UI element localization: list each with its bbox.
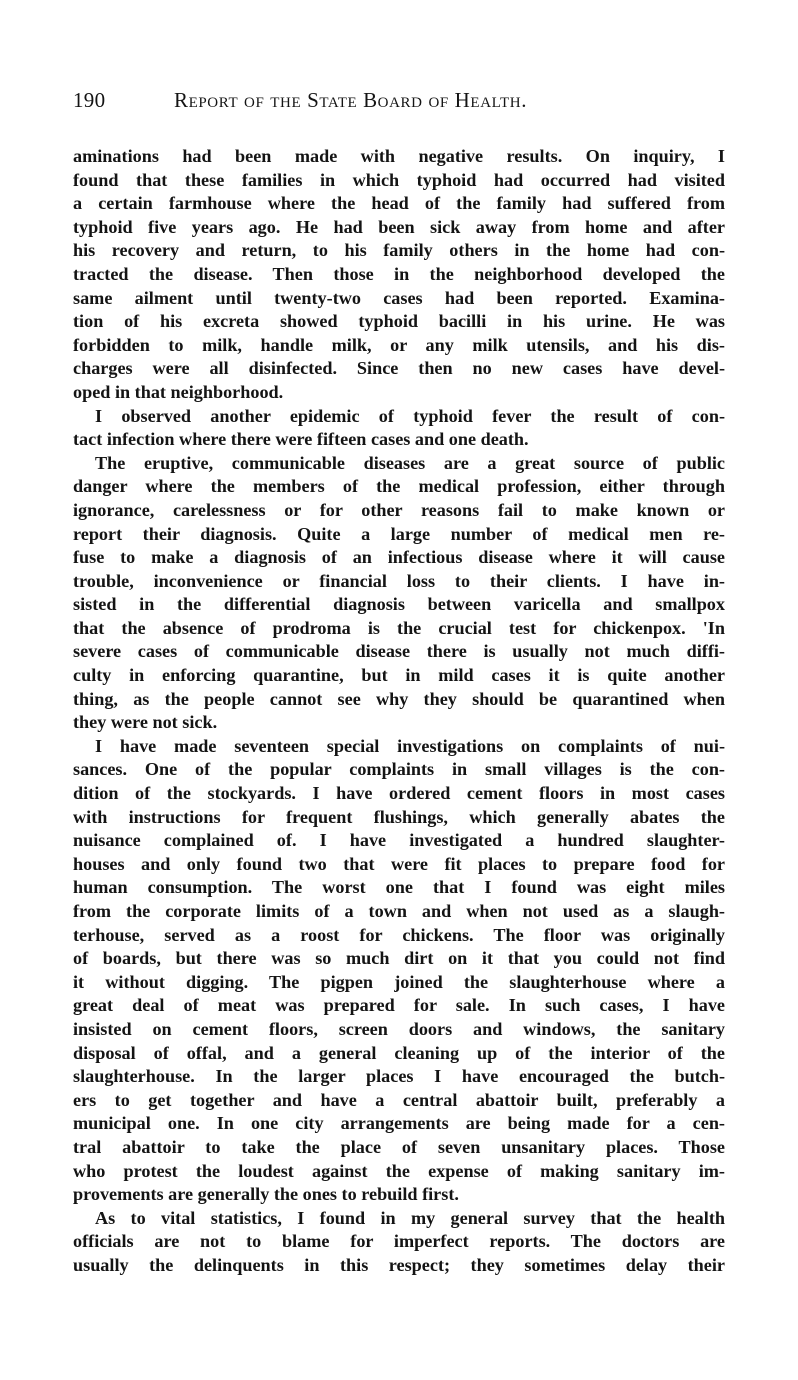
text-line: sisted in the differential diagnosis between varicella and smallpox [73, 594, 725, 615]
paragraph [73, 145, 725, 405]
paragraph [73, 1207, 725, 1278]
text-line: disposal of offal, and a general cleaning up of the interior of the [73, 1042, 725, 1063]
text-line: ers to get together and have a central abattoir built, preferably a [73, 1089, 725, 1110]
text-line: that the absence of prodroma is the crucial test for chickenpox. 'In [73, 617, 725, 638]
text-line: I observed another epidemic of typhoid fever the result of con- [95, 405, 725, 426]
text-line: thing, as the people cannot see why they should be quarantined when [73, 688, 725, 709]
text-line: charges were all disinfected. Since then no new cases have devel- [73, 358, 725, 379]
text-line: same ailment until twenty-two cases had been reported. Examina- [73, 287, 725, 308]
text-line: it without digging. The pigpen joined the slaughterhouse where a [73, 971, 725, 992]
text-line: danger where the members of the medical profession, either through [73, 476, 725, 497]
text-line: trouble, inconvenience or financial loss to their clients. I have in- [73, 570, 725, 591]
text-line: tact infection where there were fifteen cases and one death. [73, 429, 529, 450]
text-line: they were not sick. [73, 712, 218, 733]
text-line: his recovery and return, to his family others in the home had con- [73, 240, 725, 261]
text-line: a certain farmhouse where the head of the family had suffered from [73, 193, 725, 214]
text-line: found that these families in which typhoid had occurred had visited [73, 169, 725, 190]
text-line: culty in enforcing quarantine, but in mild cases it is quite another [73, 665, 725, 686]
text-line: report their diagnosis. Quite a large number of medical men re- [73, 523, 725, 544]
text-line: from the corporate limits of a town and when not used as a slaugh- [73, 901, 725, 921]
text-line: tral abattoir to take the place of seven unsanitary places. Those [73, 1136, 725, 1157]
text-line: slaughterhouse. In the larger places I have encouraged the butch- [73, 1066, 725, 1087]
text-line: severe cases of communicable disease there is usually not much diffi- [73, 641, 725, 662]
paragraph [73, 452, 725, 735]
text-line: dition of the stockyards. I have ordered cement floors in most cases [73, 783, 725, 804]
text-line: municipal one. In one city arrangements are being made for a cen- [73, 1113, 725, 1134]
text-line: houses and only found two that were fit places to prepare food for [73, 853, 725, 874]
text-line: of boards, but there was so much dirt on it that you could not find [73, 948, 725, 969]
text-line: The eruptive, communicable diseases are a great source of public [95, 452, 725, 473]
text-line: I have made seventeen special investigations on complaints of nui- [95, 735, 725, 756]
text-line: with instructions for frequent flushings, which generally abates the [73, 806, 725, 827]
body-text [73, 145, 725, 1278]
text-line: As to vital statistics, I found in my general survey that the health [95, 1207, 725, 1228]
paragraph [73, 405, 725, 452]
text-line: aminations had been made with negative results. On inquiry, I [73, 146, 725, 166]
text-line: provements are generally the ones to rebuild first. [73, 1184, 459, 1205]
text-line: insisted on cement floors, screen doors and windows, the sanitary [73, 1018, 725, 1039]
text-line: ignorance, carelessness or for other reasons fail to make known or [73, 499, 725, 520]
text-line: tracted the disease. Then those in the neighborhood developed the [73, 263, 725, 284]
text-line: who protest the loudest against the expense of making sanitary im- [73, 1160, 725, 1181]
text-line: human consumption. The worst one that I found was eight miles [73, 877, 725, 898]
paragraph [73, 735, 725, 1207]
text-line: great deal of meat was prepared for sale. In such cases, I have [73, 995, 725, 1016]
text-line: typhoid five years ago. He had been sick away from home and after [73, 216, 725, 237]
text-line: nuisance complained of. I have investigated a hundred slaughter- [73, 830, 725, 851]
text-line: usually the delinquents in this respect; they sometimes delay their [73, 1254, 725, 1275]
text-line: sances. One of the popular complaints in small villages is the con- [73, 759, 725, 780]
page-header [73, 88, 733, 118]
text-line: tion of his excreta showed typhoid bacilli in his urine. He was [73, 311, 725, 332]
text-line: terhouse, served as a roost for chickens. The floor was originally [73, 924, 725, 945]
text-line: oped in that neighborhood. [73, 381, 284, 402]
text-line: officials are not to blame for imperfect reports. The doctors are [73, 1231, 725, 1252]
text-line: forbidden to milk, handle milk, or any milk utensils, and his dis- [73, 334, 725, 355]
text-line: fuse to make a diagnosis of an infectious disease where it will cause [73, 547, 725, 568]
page-number: 190 [73, 88, 106, 112]
running-title: Report of the State Board of Health. [174, 88, 528, 112]
